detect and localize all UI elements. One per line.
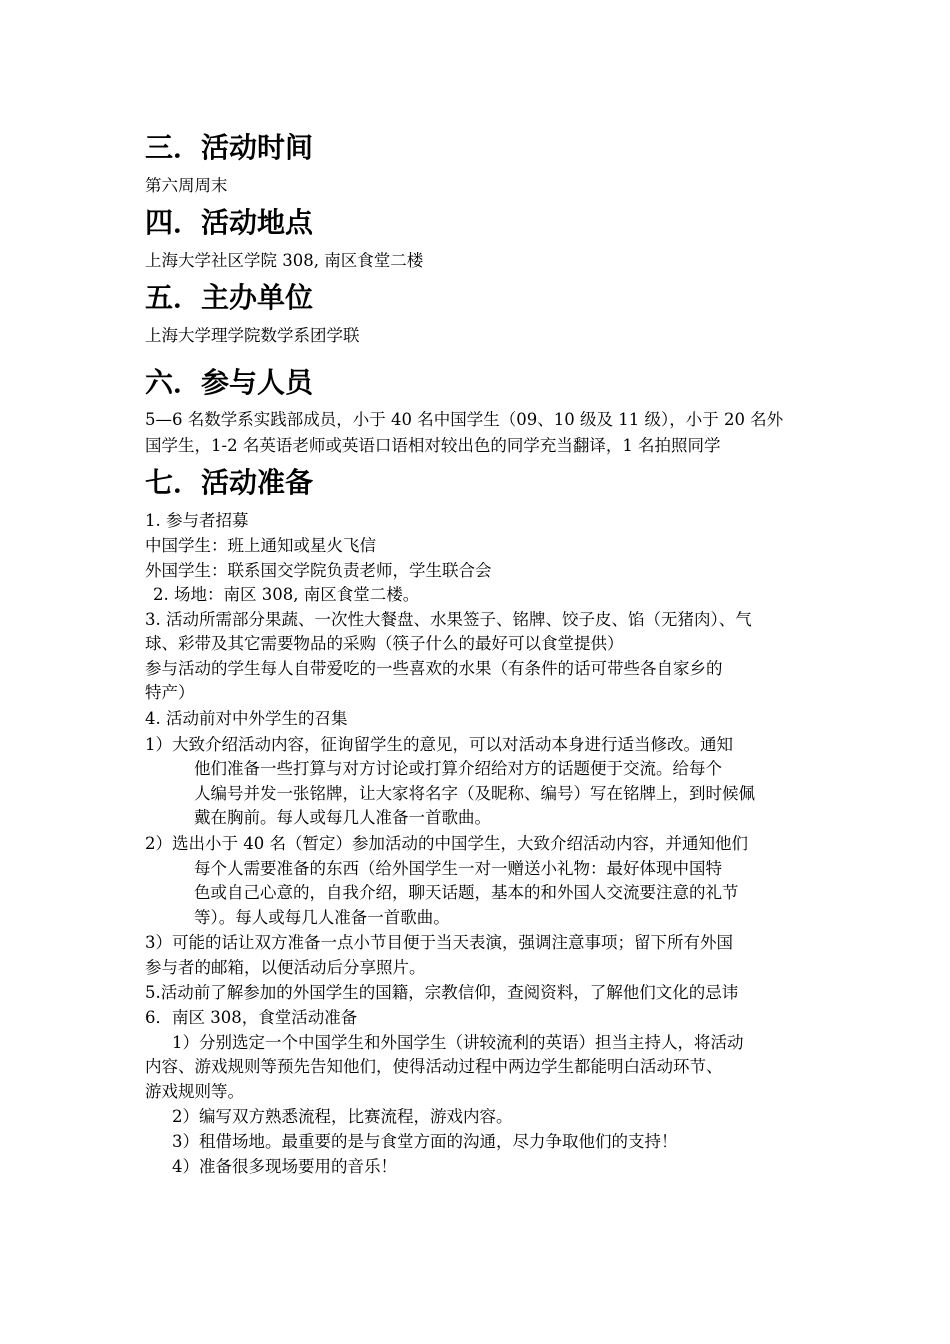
preparation-line: 3. 活动所需部分果蔬、一次性大餐盘、水果签子、铭牌、饺子皮、馅（无猪肉）、气: [145, 610, 752, 629]
preparation-line: 游戏规则等。: [145, 1082, 244, 1101]
preparation-line: 每个人需要准备的东西（给外国学生一对一赠送小礼物：最好体现中国特: [194, 859, 722, 878]
activity-location-text: 上海大学社区学院 308, 南区食堂二楼: [145, 251, 424, 270]
preparation-line: 色或自己心意的，自我介绍，聊天话题，基本的和外国人交流要注意的礼节: [194, 883, 739, 902]
preparation-line: 球、彩带及其它需要物品的采购（筷子什么的最好可以食堂提供）: [145, 634, 624, 653]
preparation-line: 3）可能的话让双方准备一点小节目便于当天表演，强调注意事项；留下所有外国: [145, 933, 733, 952]
preparation-line: 4）准备很多现场要用的音乐！: [172, 1157, 397, 1176]
heading-activity-location: 四．活动地点: [145, 206, 314, 239]
preparation-line: 等）。每人或每几人准备一首歌曲。: [194, 908, 450, 927]
preparation-line: 参与活动的学生每人自带爱吃的一些喜欢的水果（有条件的话可带些各自家乡的: [145, 659, 723, 678]
preparation-line: 参与者的邮箱，以便活动后分享照片。: [145, 958, 426, 977]
activity-time-text: 第六周周末: [145, 176, 228, 195]
preparation-line: 戴在胸前。每人或每几人准备一首歌曲。: [194, 808, 491, 827]
preparation-line: 人编号并发一张铭牌，让大家将名字（及昵称、编号）写在铭牌上，到时候佩: [194, 784, 755, 803]
preparation-line: 他们准备一些打算与对方讨论或打算介绍给对方的话题便于交流。给每个: [194, 759, 722, 778]
preparation-line: 4. 活动前对中外学生的召集: [145, 709, 348, 728]
heading-organizer: 五．主办单位: [145, 281, 314, 314]
heading-preparation: 七．活动准备: [145, 466, 314, 499]
preparation-line: 2）选出小于 40 名（暂定）参加活动的中国学生，大致介绍活动内容，并通知他们: [145, 834, 748, 853]
organizer-text: 上海大学理学院数学系团学联: [145, 326, 360, 345]
preparation-line: 2）编写双方熟悉流程，比赛流程，游戏内容。: [172, 1107, 513, 1126]
participants-line: 5—6 名数学系实践部成员，小于 40 名中国学生（09、10 级及 11 级），小于 20 名外: [145, 410, 784, 429]
preparation-line: 3）租借场地。最重要的是与食堂方面的沟通，尽力争取他们的支持！: [172, 1132, 678, 1151]
participants-line: 国学生，1-2 名英语老师或英语口语相对较出色的同学充当翻译，1 名拍照同学: [145, 436, 721, 455]
preparation-line: 内容、游戏规则等预先告知他们，使得活动过程中两边学生都能明白活动环节、: [145, 1057, 723, 1076]
preparation-line: 2. 场地：南区 308, 南区食堂二楼。: [153, 585, 420, 604]
preparation-line: 1）大致介绍活动内容，征询留学生的意见，可以对活动本身进行适当修改。通知: [145, 735, 733, 754]
preparation-line: 外国学生：联系国交学院负责老师，学生联合会: [145, 561, 492, 580]
heading-activity-time: 三．活动时间: [145, 131, 314, 164]
heading-participants: 六．参与人员: [145, 366, 314, 399]
preparation-line: 特产）: [145, 683, 195, 702]
preparation-line: 1. 参与者招募: [145, 511, 249, 530]
preparation-line: 6．南区 308，食堂活动准备: [145, 1008, 358, 1027]
preparation-line: 5.活动前了解参加的外国学生的国籍，宗教信仰，查阅资料，了解他们文化的忌讳: [145, 983, 739, 1002]
preparation-line: 1）分别选定一个中国学生和外国学生（讲较流利的英语）担当主持人，将活动: [172, 1033, 744, 1052]
preparation-line: 中国学生：班上通知或星火飞信: [145, 536, 376, 555]
